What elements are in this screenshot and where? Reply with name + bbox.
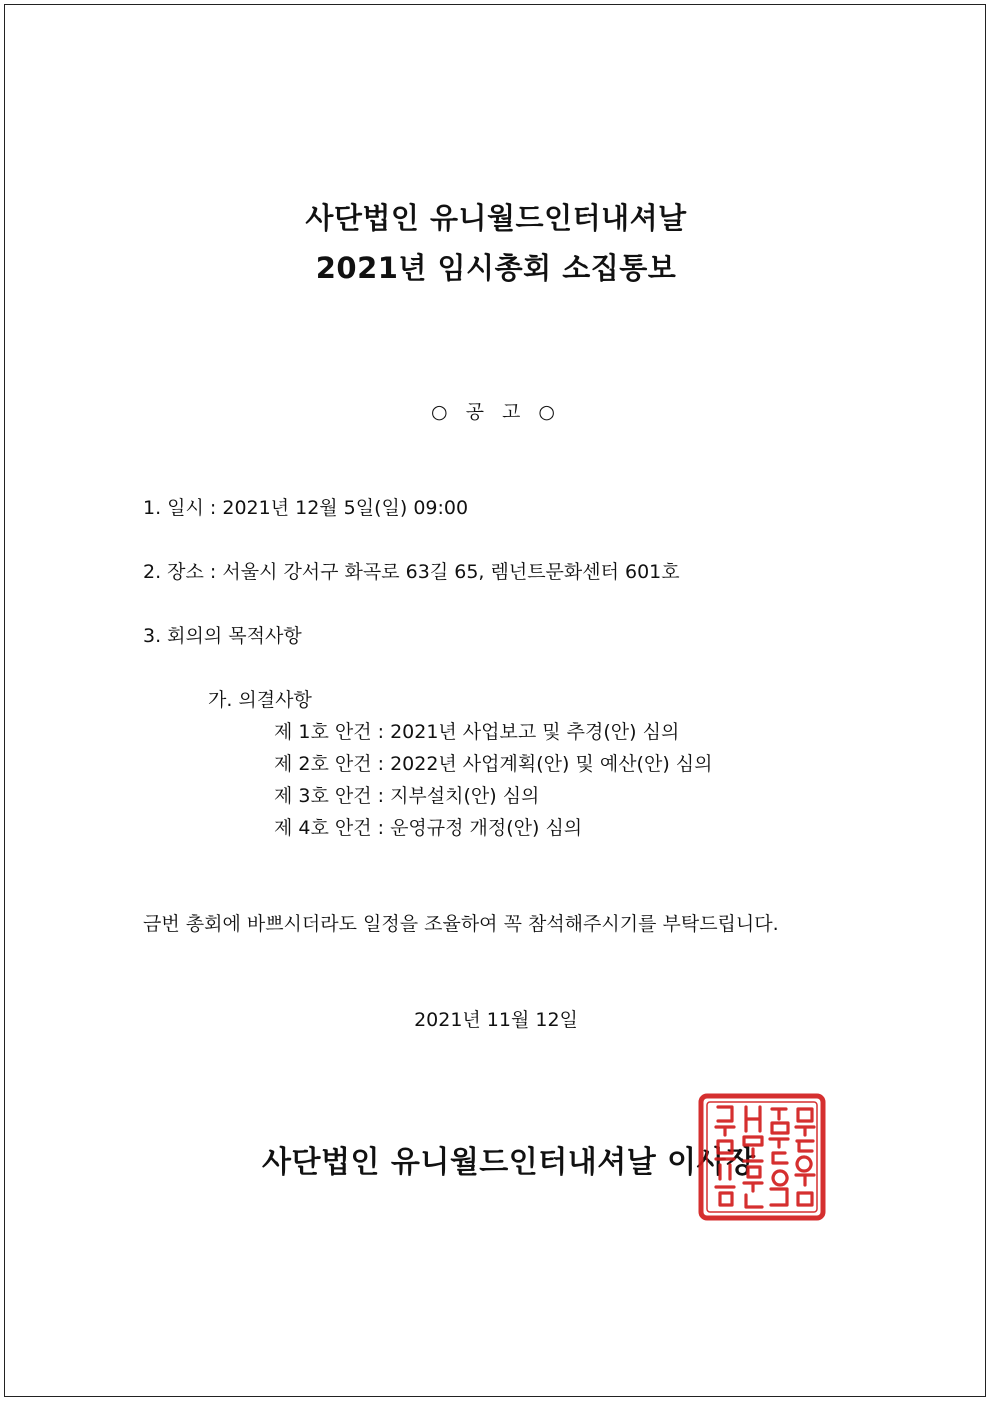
item-datetime: 1. 일시 : 2021년 12월 5일(일) 09:00 [143, 497, 469, 519]
resolution-heading: 가. 의결사항 [208, 689, 312, 711]
document-title-line-2: 2021년 임시총회 소집통보 [315, 251, 677, 285]
document-title-line-1: 사단법인 유니월드인터내셔날 [305, 201, 687, 235]
agenda-item: 제 3호 안건 : 지부설치(안) 심의 [274, 785, 540, 807]
signature-line: 사단법인 유니월드인터내셔날 이사장 [262, 1145, 756, 1180]
official-seal-icon [698, 1093, 826, 1221]
item-location: 2. 장소 : 서울시 강서구 화곡로 63길 65, 렘넌트문화센터 601호 [143, 561, 680, 583]
agenda-item: 제 4호 안건 : 운영규정 개정(안) 심의 [274, 817, 583, 839]
agenda-item: 제 1호 안건 : 2021년 사업보고 및 추경(안) 심의 [274, 721, 680, 743]
item-purpose: 3. 회의의 목적사항 [143, 625, 302, 647]
closing-message: 금번 총회에 바쁘시더라도 일정을 조율하여 꼭 참석해주시기를 부탁드립니다. [143, 913, 779, 935]
agenda-item: 제 2호 안건 : 2022년 사업계획(안) 및 예산(안) 심의 [274, 753, 713, 775]
notice-heading: ○ 공 고 ○ [431, 401, 561, 423]
issue-date: 2021년 11월 12일 [414, 1009, 578, 1031]
